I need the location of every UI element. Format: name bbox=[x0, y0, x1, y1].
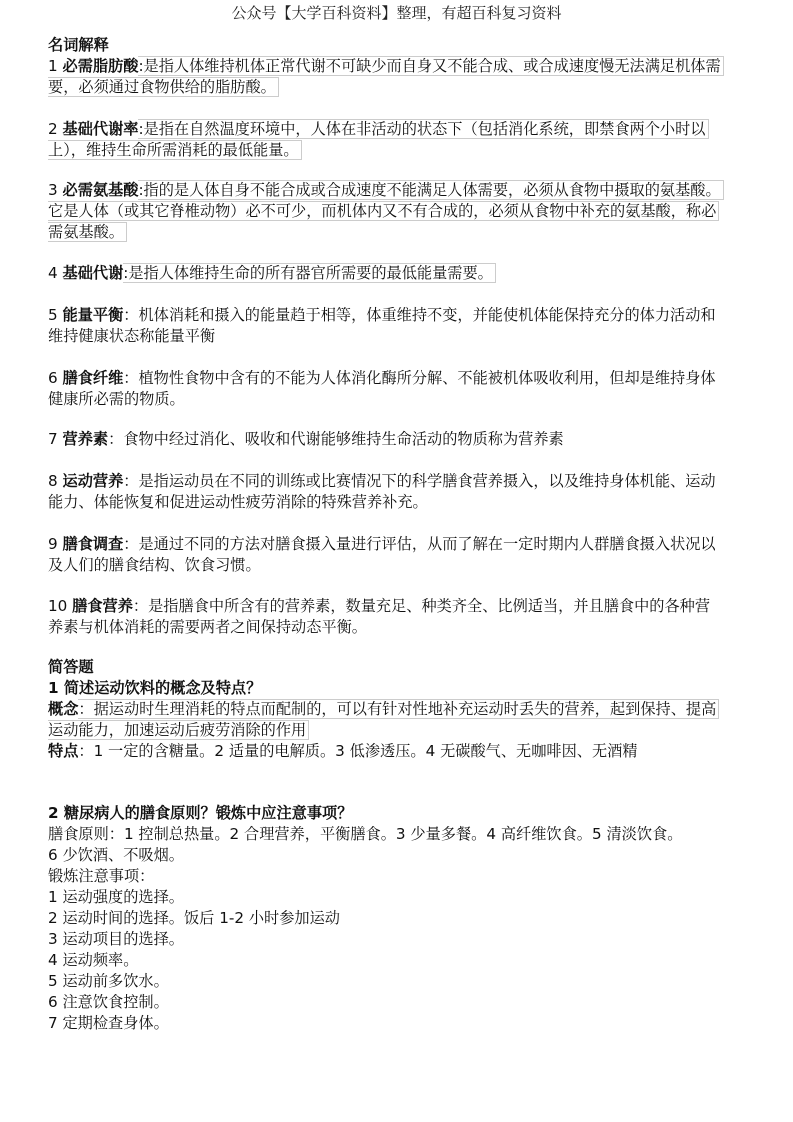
item-text: 需氨基酸。 bbox=[48, 222, 127, 242]
item-number: 5 bbox=[48, 306, 63, 324]
feature-label: 特点 bbox=[48, 742, 79, 760]
concept-label: 概念 bbox=[48, 700, 79, 718]
item-text: ：是通过不同的方法对膳食摄入量进行评估，从而了解在一定时期内人群膳食摄入状况以 bbox=[123, 535, 716, 553]
definition-item bbox=[48, 305, 750, 347]
item-text: 维持健康状态称能量平衡 bbox=[48, 327, 216, 345]
question-title: 2 糖尿病人的膳食原则？锻炼中应注意事项？ bbox=[48, 804, 353, 822]
answer-line: 7 定期检查身体。 bbox=[48, 1014, 169, 1032]
item-text: ：是指运动员在不同的训练或比赛情况下的科学膳食营养摄入，以及维持身体机能、运动 bbox=[123, 472, 716, 490]
answer-line: 2 运动时间的选择。饭后 1-2 小时参加运动 bbox=[48, 909, 340, 927]
answer-line: 5 运动前多饮水。 bbox=[48, 972, 169, 990]
definition-item bbox=[48, 534, 750, 576]
answer-line: 3 运动项目的选择。 bbox=[48, 930, 184, 948]
section-title-definitions bbox=[48, 35, 750, 56]
answer-line: 4 运动频率。 bbox=[48, 951, 139, 969]
section-title-short-answer bbox=[48, 657, 750, 678]
question-2-answer bbox=[48, 824, 750, 1034]
question-title: 1 简述运动饮料的概念及特点？ bbox=[48, 679, 262, 697]
item-term: 膳食调查 bbox=[62, 535, 124, 553]
page-header: 公众号【大学百科资料】整理，有超百科复习资料 bbox=[231, 4, 562, 22]
item-number: 9 bbox=[48, 535, 63, 553]
item-text: ：食物中经过消化、吸收和代谢能够维持生命活动的物质称为营养素 bbox=[108, 430, 564, 448]
section-title: 简答题 bbox=[48, 658, 94, 676]
item-text: 它是人体（或其它脊椎动物）必不可少，而机体内又不有合成的，必须从食物中补充的氨基酸，称必 bbox=[48, 201, 719, 221]
question-1-features bbox=[48, 741, 750, 762]
item-term: 营养素 bbox=[62, 430, 109, 448]
item-text: 能力、体能恢复和促进运动性疲劳消除的特殊营养补充。 bbox=[48, 493, 428, 511]
item-text: 要，必须通过食物供给的脂肪酸。 bbox=[48, 77, 279, 97]
item-text: :是指人体维持机体正常代谢不可缺少而自身又不能合成、或合成速度慢无法满足机体需 bbox=[138, 56, 723, 76]
item-number: 1 bbox=[48, 57, 63, 75]
item-text: :是指在自然温度环境中，人体在非活动的状态下（包括消化系统，即禁食两个小时以 bbox=[138, 119, 708, 139]
item-number: 6 bbox=[48, 369, 63, 387]
definition-item bbox=[48, 56, 750, 98]
item-text: :指的是人体自身不能合成或合成速度不能满足人体需要，必须从食物中摄取的氨基酸。 bbox=[138, 180, 723, 200]
definition-item bbox=[48, 180, 750, 243]
item-text: :是指人体维持生命的所有器官所需要的最低能量需要。 bbox=[123, 263, 496, 283]
item-number: 4 bbox=[48, 264, 63, 282]
question-1-title bbox=[48, 678, 750, 699]
item-number: 2 bbox=[48, 120, 63, 138]
item-number: 8 bbox=[48, 472, 63, 490]
definition-item bbox=[48, 368, 750, 410]
item-term: 必需氨基酸 bbox=[62, 181, 139, 199]
answer-line: 6 注意饮食控制。 bbox=[48, 993, 169, 1011]
section-title: 名词解释 bbox=[48, 36, 109, 54]
item-term: 能量平衡 bbox=[62, 306, 124, 324]
item-text: 健康所必需的物质。 bbox=[48, 390, 185, 408]
definition-item bbox=[48, 596, 750, 638]
item-text: ：植物性食物中含有的不能为人体消化酶所分解、不能被机体吸收利用，但却是维持身体 bbox=[123, 369, 716, 387]
answer-line: 1 运动强度的选择。 bbox=[48, 888, 184, 906]
definition-item bbox=[48, 429, 750, 450]
definition-item bbox=[48, 263, 750, 284]
item-text: 养素与机体消耗的需要两者之间保持动态平衡。 bbox=[48, 618, 367, 636]
item-text: 上），维持生命所需消耗的最低能量。 bbox=[48, 140, 302, 160]
answer-line: 锻炼注意事项： bbox=[48, 867, 155, 885]
item-term: 运动营养 bbox=[62, 472, 124, 490]
answer-line: 6 少饮酒、不吸烟。 bbox=[48, 846, 184, 864]
feature-text: ：1 一定的含糖量。2 适量的电解质。3 低渗透压。4 无碳酸气、无咖啡因、无酒精 bbox=[78, 742, 638, 760]
definition-item bbox=[48, 471, 750, 513]
item-term: 膳食纤维 bbox=[62, 369, 124, 387]
item-number: 3 bbox=[48, 181, 63, 199]
item-text: ：机体消耗和摄入的能量趋于相等，体重维持不变，并能使机体能保持充分的体力活动和 bbox=[123, 306, 716, 324]
item-term: 基础代谢率 bbox=[62, 120, 139, 138]
item-text: 及人们的膳食结构、饮食习惯。 bbox=[48, 556, 261, 574]
question-2-title bbox=[48, 803, 750, 824]
item-term: 膳食营养 bbox=[72, 597, 133, 615]
item-term: 必需脂肪酸 bbox=[62, 57, 139, 75]
item-text: ：是指膳食中所含有的营养素，数量充足、种类齐全、比例适当，并且膳食中的各种营 bbox=[132, 597, 711, 615]
item-number: 7 bbox=[48, 430, 63, 448]
concept-text: ：据运动时生理消耗的特点而配制的，可以有针对性地补充运动时丢失的营养，起到保持、提高 bbox=[78, 699, 719, 719]
answer-line: 膳食原则：1 控制总热量。2 合理营养，平衡膳食。3 少量多餐。4 高纤维饮食。5 清淡饮食。 bbox=[48, 825, 683, 843]
question-1-concept bbox=[48, 699, 750, 741]
definition-item bbox=[48, 119, 750, 161]
item-term: 基础代谢 bbox=[62, 264, 124, 282]
item-number: 10 bbox=[48, 597, 73, 615]
concept-text: 运动能力，加速运动后疲劳消除的作用 bbox=[48, 720, 309, 740]
